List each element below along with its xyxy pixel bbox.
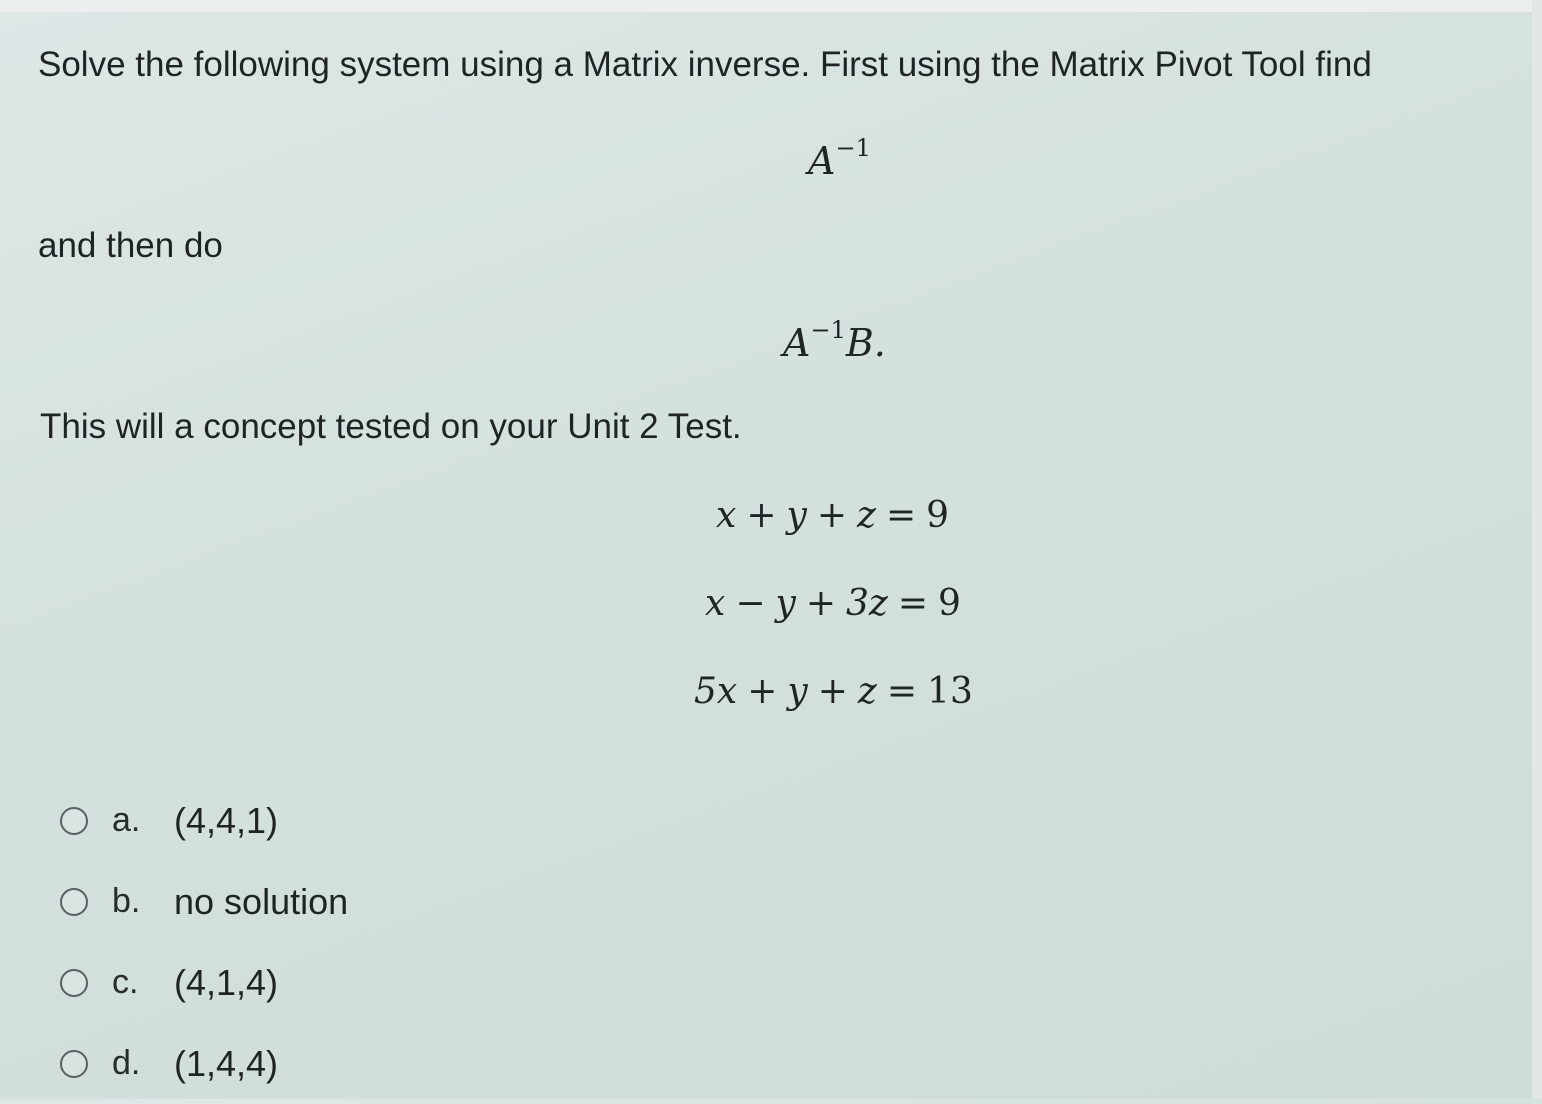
matrix-a-symbol: A — [783, 321, 811, 365]
term: z — [857, 495, 876, 536]
option-d[interactable] — [60, 1023, 348, 1104]
option-a[interactable] — [60, 780, 348, 861]
answer-options — [60, 780, 348, 1104]
inverse-times-b-expression — [783, 316, 886, 365]
term: z — [857, 671, 877, 712]
term: 5x — [694, 671, 738, 712]
equals-sign: = — [886, 671, 918, 712]
equation-3 — [694, 671, 973, 712]
option-text[interactable]: (4,1,4) — [174, 961, 279, 1003]
radio-button-a[interactable] — [60, 807, 88, 835]
radio-button-c[interactable] — [60, 969, 88, 997]
operator: + — [805, 583, 836, 624]
operator: − — [735, 583, 766, 624]
inverse-exponent: −1 — [810, 316, 846, 344]
term: 3z — [846, 583, 888, 624]
constant: 9 — [926, 495, 950, 536]
unit-test-note: This will a concept tested on your Unit 2 Test. — [40, 407, 742, 446]
operator: + — [817, 671, 848, 712]
option-letter: d. — [112, 1044, 141, 1082]
option-text[interactable]: (1,4,4) — [174, 1042, 279, 1084]
question-intro: Solve the following system using a Matrix inverse. First using the Matrix Pivot Tool find — [38, 45, 1372, 84]
operator: + — [816, 495, 847, 536]
equation-2 — [705, 583, 961, 624]
option-c[interactable] — [60, 942, 348, 1023]
term: x — [716, 495, 737, 536]
top-border — [0, 0, 1542, 12]
operator: + — [746, 495, 777, 536]
operator: + — [747, 671, 778, 712]
equals-sign: = — [897, 583, 929, 624]
equals-sign: = — [885, 495, 917, 536]
then-text: and then do — [38, 226, 223, 265]
radio-button-d[interactable] — [60, 1050, 88, 1078]
option-letter: a. — [112, 801, 141, 839]
term: y — [775, 583, 796, 624]
term: y — [787, 671, 808, 712]
term: x — [705, 583, 726, 624]
inverse-exponent: −1 — [835, 134, 871, 162]
matrix-b-symbol: B. — [845, 321, 886, 365]
matrix-a-symbol: A — [808, 139, 836, 183]
constant: 13 — [927, 671, 973, 712]
option-text[interactable]: (4,4,1) — [174, 799, 279, 841]
option-text[interactable]: no solution — [174, 880, 349, 922]
right-border — [1532, 0, 1542, 1099]
option-letter: b. — [112, 882, 141, 920]
option-b[interactable] — [60, 861, 348, 942]
equation-1 — [716, 495, 949, 536]
radio-button-b[interactable] — [60, 888, 88, 916]
constant: 9 — [938, 583, 961, 624]
matrix-inverse-expression — [808, 134, 871, 183]
term: y — [786, 495, 807, 536]
option-letter: c. — [112, 963, 139, 1001]
